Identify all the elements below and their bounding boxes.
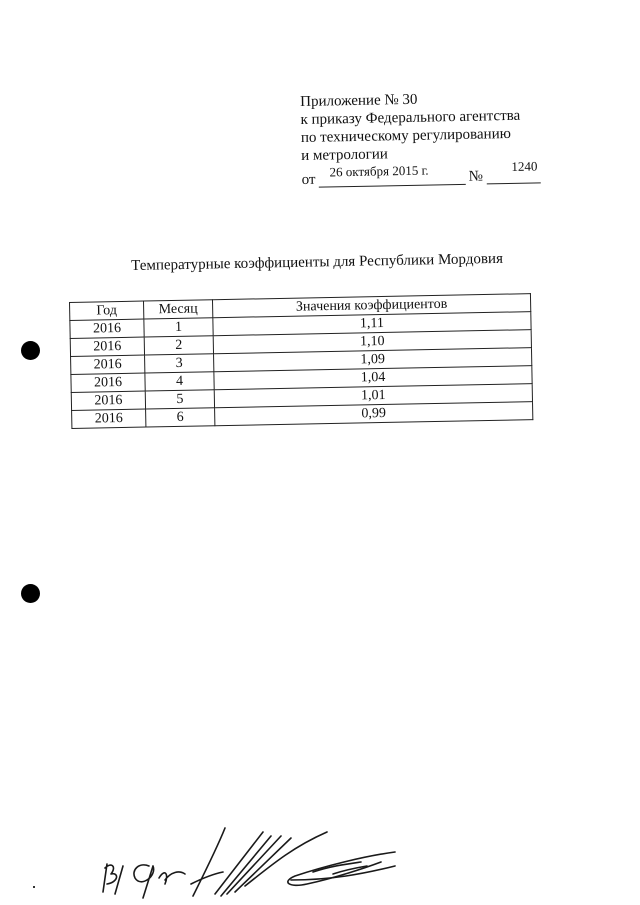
cell-year: 2016 (70, 319, 144, 338)
appendix-title: Приложение № 30 (300, 91, 418, 110)
signature-stroke-hatch-2 (221, 836, 271, 896)
signature-stroke-long (191, 828, 225, 896)
header-coefficient: Значения коэффициентов (212, 294, 530, 318)
number-label: № (468, 168, 484, 185)
header-month: Месяц (143, 300, 212, 319)
cell-year: 2016 (71, 391, 145, 410)
appendix-line-2: по техническому регулированию (300, 125, 512, 146)
signature-stroke-g (134, 865, 154, 898)
cell-month: 5 (145, 390, 214, 409)
cell-month: 2 (144, 336, 213, 355)
cell-month: 1 (144, 318, 213, 337)
appendix-header (300, 88, 547, 189)
cell-year: 2016 (71, 355, 145, 374)
order-number: 1240 (511, 158, 538, 174)
cell-month: 4 (145, 372, 214, 391)
document-title: Температурные коэффициенты для Республики Мордовия (131, 250, 504, 274)
cell-coefficient: 0,99 (215, 402, 533, 426)
date-underline (319, 184, 466, 188)
appendix-line-3: и метрологии (301, 146, 389, 164)
cell-year: 2016 (71, 373, 145, 392)
header-year: Год (70, 301, 144, 320)
appendix-line-1: к приказу Федерального агентства (300, 107, 521, 128)
punch-hole-bottom (21, 584, 40, 603)
from-label: от (301, 171, 316, 188)
handwritten-signature (95, 822, 405, 902)
scan-speck (33, 886, 35, 888)
cell-month: 3 (145, 354, 214, 373)
cell-year: 2016 (70, 337, 144, 356)
punch-hole-top (21, 341, 40, 360)
cell-coefficient: 1,10 (213, 330, 531, 354)
cell-coefficient: 1,09 (214, 348, 532, 372)
cell-year: 2016 (72, 409, 146, 428)
cell-month: 6 (146, 408, 215, 427)
signature-stroke-r (159, 872, 185, 884)
signature-stroke-b (103, 864, 117, 892)
order-date-number-line (301, 160, 546, 189)
cell-coefficient: 1,11 (213, 312, 531, 336)
coefficients-table (69, 293, 533, 429)
order-date: 26 октября 2015 г. (329, 162, 429, 180)
cell-coefficient: 1,04 (214, 366, 532, 390)
cell-coefficient: 1,01 (214, 384, 532, 408)
number-underline (487, 182, 541, 184)
